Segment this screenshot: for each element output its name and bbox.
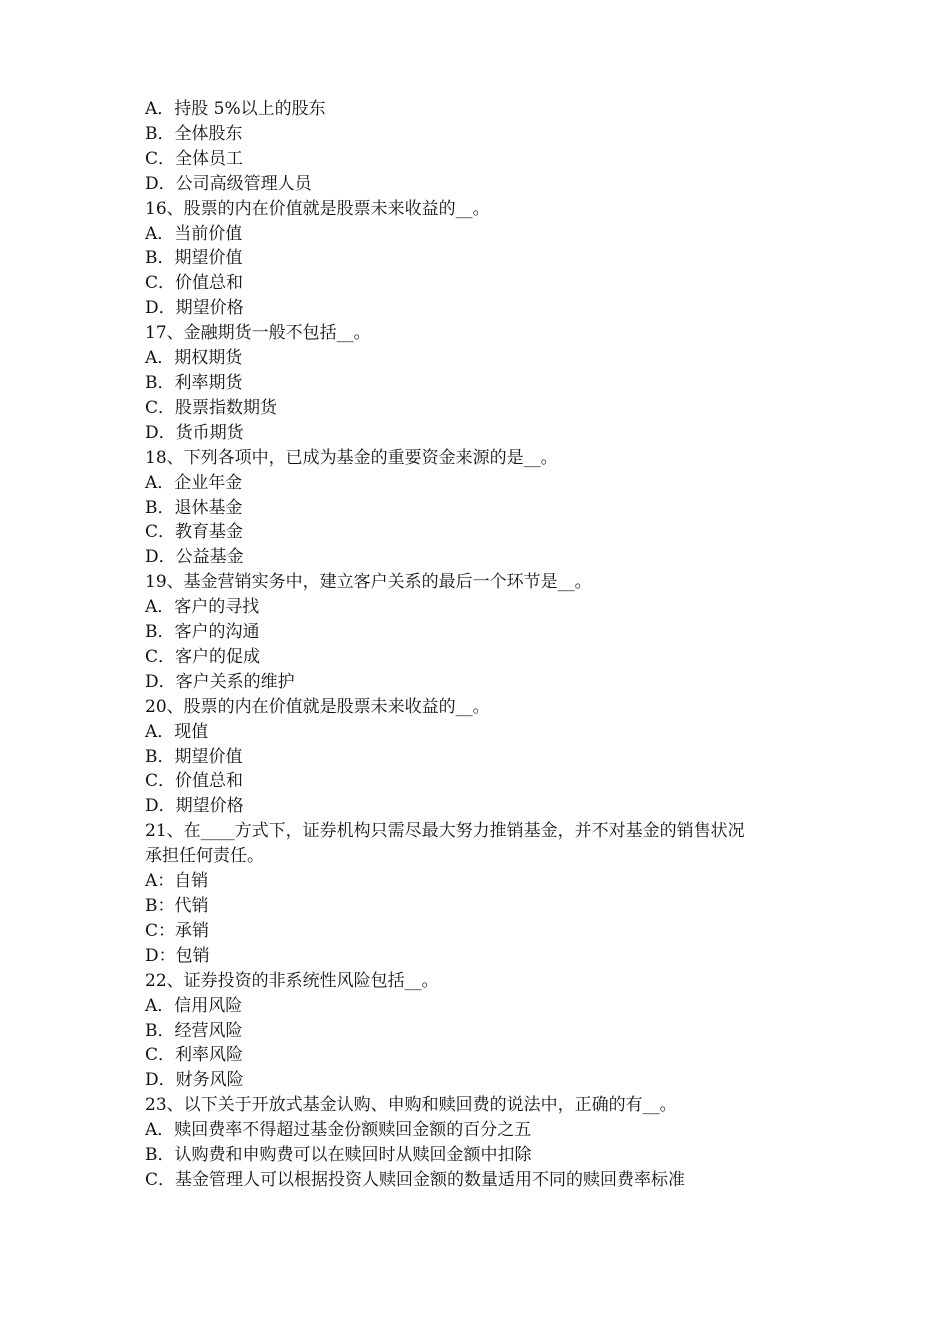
option-line: B．退休基金 <box>145 497 243 518</box>
question-17: 17、金融期货一般不包括__。 <box>145 323 371 344</box>
option-line: A．期权期货 <box>145 348 243 369</box>
option-line: B．期望价值 <box>145 746 243 767</box>
question-20: 20、股票的内在价值就是股票未来收益的__。 <box>145 696 490 717</box>
option-line: C．全体员工 <box>145 148 244 169</box>
question-22: 22、证券投资的非系统性风险包括__。 <box>145 970 439 991</box>
question-text-block <box>145 97 825 1193</box>
question-16: 16、股票的内在价值就是股票未来收益的__。 <box>145 198 490 219</box>
option-line: A．客户的寻找 <box>145 597 260 618</box>
option-line: A．信用风险 <box>145 995 243 1016</box>
option-line: B．期望价值 <box>145 248 243 269</box>
question-21-continued: 承担任何责任。 <box>145 846 264 867</box>
option-line: C．客户的促成 <box>145 646 261 667</box>
option-line: D．期望价格 <box>145 298 244 319</box>
option-line: A．持股 5%以上的股东 <box>145 99 326 119</box>
option-line: A．赎回费率不得超过基金份额赎回金额的百分之五 <box>145 1120 532 1141</box>
option-line: D．期望价格 <box>145 796 244 817</box>
option-line: B．利率期货 <box>145 372 243 393</box>
option-line: D．公益基金 <box>145 547 244 568</box>
option-line: D．公司高级管理人员 <box>145 173 312 194</box>
question-21: 21、在____方式下，证券机构只需尽最大努力推销基金，并不对基金的销售状况 <box>145 821 745 842</box>
question-19: 19、基金营销实务中，建立客户关系的最后一个环节是__。 <box>145 572 592 593</box>
option-line: A：自销 <box>145 871 209 892</box>
option-line: C．利率风险 <box>145 1045 244 1066</box>
option-line: B：代销 <box>145 896 209 916</box>
option-line: C．基金管理人可以根据投资人赎回金额的数量适用不同的赎回费率标准 <box>145 1169 686 1190</box>
question-23: 23、以下关于开放式基金认购、申购和赎回费的说法中，正确的有__。 <box>145 1095 677 1116</box>
question-18: 18、下列各项中，已成为基金的重要资金来源的是__。 <box>145 447 558 468</box>
option-line: D．财务风险 <box>145 1070 244 1091</box>
option-line: B．客户的沟通 <box>145 622 260 643</box>
option-line: D．货币期货 <box>145 422 244 443</box>
option-line: C．教育基金 <box>145 522 244 543</box>
option-line: A．现值 <box>145 721 209 742</box>
option-line: B．全体股东 <box>145 123 243 144</box>
option-line: C．股票指数期货 <box>145 397 278 418</box>
option-line: C：承销 <box>145 920 210 941</box>
option-line: D：包销 <box>145 945 210 966</box>
option-line: D．客户关系的维护 <box>145 671 295 692</box>
option-line: C．价值总和 <box>145 771 244 792</box>
option-line: B．经营风险 <box>145 1020 243 1041</box>
option-line: C．价值总和 <box>145 273 244 294</box>
option-line: B．认购费和申购费可以在赎回时从赎回金额中扣除 <box>145 1145 532 1166</box>
option-line: A．企业年金 <box>145 472 243 493</box>
option-line: A．当前价值 <box>145 223 243 244</box>
